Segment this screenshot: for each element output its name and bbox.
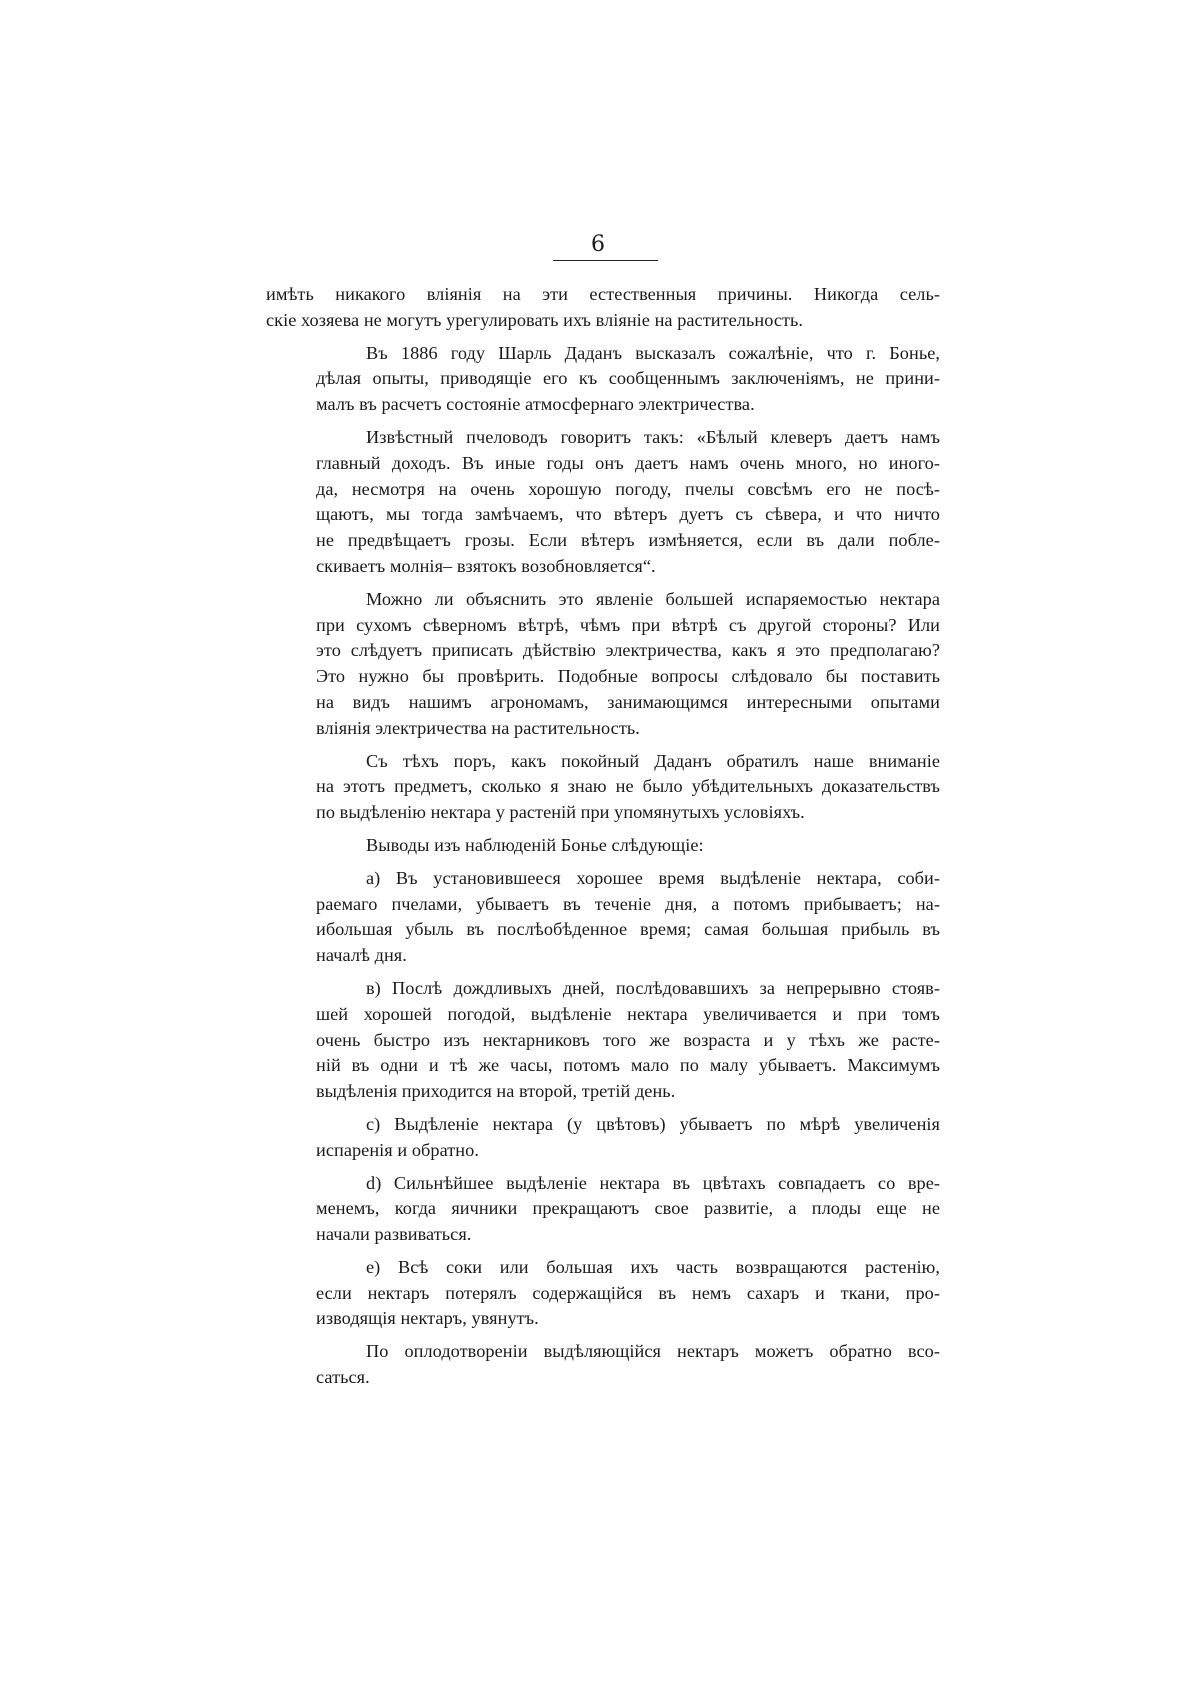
text-line: Это нужно бы провѣрить. Подобные вопросы слѣдовало бы поставить <box>316 666 940 687</box>
paragraph <box>266 1171 940 1248</box>
text-line: e) Всѣ соки или большая ихъ часть возвращаются растенію, <box>366 1256 940 1277</box>
text-line: раемаго пчелами, убываетъ въ теченіе дня, а потомъ прибываетъ; на- <box>316 893 940 914</box>
text-line: это слѣдуетъ приписать дѣйствію электричества, какъ я это предполагаю? <box>316 640 940 661</box>
body-text <box>266 282 940 1398</box>
text-line: шей хорошей погодой, выдѣленіе нектара увеличивается и при томъ <box>316 1003 940 1024</box>
text-line: на этотъ предметъ, сколько я знаю не было убѣдительныхъ доказательствъ <box>316 776 940 797</box>
text-line: испаренія и обратно. <box>316 1139 479 1160</box>
text-line: по выдѣленію нектара у растеній при упомянутыхъ условіяхъ. <box>316 802 805 823</box>
text-line: d) Сильнѣйшее выдѣленіе нектара въ цвѣтахъ совпадаетъ со вре- <box>366 1172 940 1193</box>
text-line: дѣлая опыты, приводящіе его къ сообщеннымъ заключеніямъ, не прини- <box>316 368 940 389</box>
text-line: Въ 1886 году Шарль Даданъ высказалъ сожалѣніе, что г. Бонье, <box>366 342 940 363</box>
page-number: 6 <box>591 232 605 257</box>
paragraph <box>266 833 940 859</box>
text-line: c) Выдѣленіе нектара (у цвѣтовъ) убываетъ по мѣрѣ увеличенія <box>366 1113 940 1134</box>
text-line: Можно ли объяснить это явленіе большей испаряемостью нектара <box>366 588 940 609</box>
text-line: Извѣстный пчеловодъ говоритъ такъ: «Бѣлый клеверъ даетъ намъ <box>366 426 940 447</box>
text-line: вліянія электричества на растительность. <box>316 717 640 738</box>
text-line: на видъ нашимъ агрономамъ, занимающимся интересными опытами <box>316 691 940 712</box>
header-rule <box>553 260 658 261</box>
text-line: саться. <box>316 1367 370 1388</box>
paragraph <box>266 1339 940 1391</box>
text-line: менемъ, когда яичники прекращаютъ свое развитіе, а плоды еще не <box>316 1198 940 1219</box>
text-line: при сухомъ сѣверномъ вѣтрѣ, чѣмъ при вѣтрѣ съ другой стороны? Или <box>316 614 940 635</box>
text-line: начали развиваться. <box>316 1224 472 1245</box>
text-line: скіе хозяева не могутъ урегулировать ихъ вліяніе на растительность. <box>266 309 804 330</box>
text-line: малъ въ расчетъ состояніе атмосфернаго электричества. <box>316 394 755 415</box>
text-line: очень быстро изъ нектарниковъ того же возраста и у тѣхъ же расте- <box>316 1029 940 1050</box>
paragraph <box>266 282 940 334</box>
text-line: в) Послѣ дождливыхъ дней, послѣдовавшихъ за непрерывно стояв- <box>366 977 940 998</box>
text-line: щаютъ, мы тогда замѣчаемъ, что вѣтеръ дуетъ съ сѣвера, и что ничто <box>316 504 940 525</box>
text-line: если нектаръ потерялъ содержащійся въ немъ сахаръ и ткани, про- <box>316 1282 940 1303</box>
text-line: Выводы изъ наблюденій Бонье слѣдующіе: <box>366 834 704 855</box>
text-line: ибольшая убыль въ послѣобѣденное время; самая большая прибыль въ <box>316 919 940 940</box>
paragraph <box>266 749 940 826</box>
text-line: да, несмотря на очень хорошую погоду, пчелы совсѣмъ его не посѣ- <box>316 478 940 499</box>
text-line: не предвѣщаетъ грозы. Если вѣтеръ измѣняется, если въ дали поблe- <box>316 530 940 551</box>
text-line: По оплодотвореніи выдѣляющійся нектаръ можетъ обратно всо- <box>366 1341 940 1362</box>
paragraph <box>266 1255 940 1332</box>
text-line: началѣ дня. <box>316 945 407 966</box>
text-line: главный доходъ. Въ иные годы онъ даетъ намъ очень много, но иного- <box>316 452 940 473</box>
text-line: ній въ одни и тѣ же часы, потомъ мало по малу убываетъ. Максимумъ <box>316 1055 940 1076</box>
text-line: a) Въ установившееся хорошее время выдѣленіе нектара, соби- <box>366 867 940 888</box>
text-line: имѣть никакого вліянія на эти естественныя причины. Никогда сель- <box>266 284 940 304</box>
text-line: изводящія нектаръ, увянутъ. <box>316 1308 539 1329</box>
paragraph <box>266 587 940 742</box>
paragraph <box>266 341 940 418</box>
text-line: выдѣленія приходится на второй, третій день. <box>316 1081 676 1102</box>
paragraph <box>266 866 940 969</box>
paragraph <box>266 425 940 580</box>
paragraph <box>266 1112 940 1164</box>
text-line: Съ тѣхъ поръ, какъ покойный Даданъ обратилъ наше вниманіе <box>366 750 940 771</box>
paragraph <box>266 976 940 1105</box>
text-line: скиваетъ молнія– взятокъ возобновляется“. <box>316 555 656 576</box>
